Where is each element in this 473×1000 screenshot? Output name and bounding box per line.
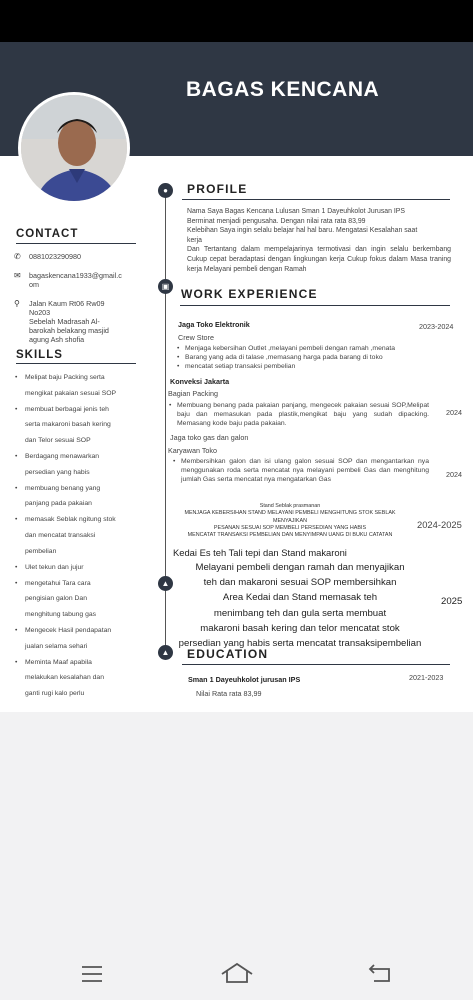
job1-date: 2023-2024 <box>419 322 454 331</box>
job1-points: • Menjaga kebersihan Outlet ,melayani pembeli dengan ramah ,menata • Barang yang ada di talase ,memasang harga pada barang di toko • mencatat setiap transaksi pembelian <box>176 344 436 372</box>
back-icon[interactable] <box>368 963 392 983</box>
education-date: 2021-2023 <box>409 673 444 682</box>
job5-title: Kedai Es teh Tali tepi dan Stand makaroni <box>173 547 347 558</box>
job1-role: Crew Store <box>178 333 214 342</box>
graduation-cap-icon: ▲ <box>158 576 173 591</box>
skill-item: • Melipat baju Packing serta mengikat pakaian sesuai SOP <box>14 370 136 401</box>
job5-text: Melayani pembeli dengan ramah dan menyajikan teh dan makaroni sesuai SOP membersihkan Area Kedai dan Stand memasak teh menimbang teh dan gula serta membuat makaroni basah kering dan telor mencatat stok persedian yang habis serta mencatat transaksipembelian <box>178 562 422 650</box>
profile-divider <box>182 199 450 200</box>
skills-divider <box>16 363 136 364</box>
job3-points: • Membersihkan galon dan isi ulang galon sesuai SOP dan mengantarkan nya menggunakan roda serta mencatat nya melayani pembeli Gas dan menghitung jumlah Gas serta mencatat nya mengatarkan Gas <box>172 457 429 485</box>
skill-item: • Mengecek Hasil pendapatan jualan selama sehari <box>14 623 136 654</box>
contact-email[interactable]: ✉ bagaskencana1933@gmail.c om <box>14 271 122 289</box>
skill-item: • mengetahui Tara cara pengisian galon Dan menghitung tabung gas <box>14 576 136 623</box>
contact-phone[interactable]: ✆ 0881023290980 <box>14 252 81 261</box>
mail-icon: ✉ <box>14 271 21 280</box>
skill-item: • membuang benang yang panjang pada pakaian <box>14 481 136 512</box>
briefcase-icon: ▣ <box>158 279 173 294</box>
contact-divider <box>16 243 136 244</box>
job3-role: Karyawan Toko <box>168 446 218 455</box>
skill-item: • membuat berbagai jenis teh serta makaroni basah kering dan Telor sesuai SOP <box>14 402 136 449</box>
job3-title: Jaga toko gas dan galon <box>170 433 249 442</box>
job4-text: Stand Seblak prasmanan MENJAGA KEBERSIHAN STAND MELAYANI PEMBELI MENGHITUNG STOK SEBLAK MENYAJIKAN PESANAN SESUAI SOP MEMBELI PERSEDIAN YANG HABIS MENCATAT TRANSAKSI PEMBELIAN DAN MENYIMPAN UANG DI BUKU CATATAN <box>184 503 396 539</box>
location-pin-icon: ⚲ <box>14 299 20 308</box>
system-nav-bar <box>0 948 473 1000</box>
menu-icon[interactable] <box>81 965 103 983</box>
education-heading: EDUCATION <box>187 647 269 661</box>
profile-heading: PROFILE <box>187 182 248 196</box>
job2-date: 2024 <box>446 408 462 417</box>
graduation-cap-icon: ▲ <box>158 645 173 660</box>
job2-title: Konveksi Jakarta <box>170 377 230 386</box>
status-bar <box>0 0 473 42</box>
job3-date: 2024 <box>446 470 462 479</box>
education-divider <box>182 664 450 665</box>
candidate-name: BAGAS KENCANA <box>186 78 380 101</box>
job4-date: 2024-2025 <box>417 519 462 530</box>
work-divider <box>180 305 450 306</box>
education-grade: Nilai Rata rata 83,99 <box>196 689 262 698</box>
job1-title: Jaga Toko Elektronik <box>178 320 250 329</box>
skill-item: • Ulet tekun dan jujur <box>14 560 136 576</box>
skill-item: • Meminta Maaf apabila melakukan kesalahan dan ganti rugi kalo perlu <box>14 655 136 702</box>
skills-list <box>14 370 136 702</box>
contact-address: ⚲ Jalan Kaum Rt06 Rw09 No203 Sebelah Madrasah Al- barokah belakang masjid agung Ash shofia <box>14 299 109 344</box>
skill-item: • memasak Seblak ngitung stok dan mencatat transaksi pembelian <box>14 512 136 559</box>
job2-role: Bagian Packing <box>168 389 218 398</box>
person-icon: ● <box>158 183 173 198</box>
contact-heading: CONTACT <box>16 228 79 240</box>
skills-heading: SKILLS <box>16 349 63 361</box>
profile-photo <box>18 92 130 204</box>
job2-points: • Membuang benang pada pakaian panjang, mengecek pakaian sesuai SOP,Melipat baju dan memasukan pada plastik,mengikat baju yang sudah dipacking. Memasang kode baju pada pakaian. <box>168 401 429 429</box>
skill-item: • Berdagang menawarkan persedian yang habis <box>14 449 136 480</box>
job5-date: 2025 <box>441 596 463 607</box>
home-icon[interactable] <box>220 962 254 984</box>
work-heading: WORK EXPERIENCE <box>181 287 318 301</box>
profile-text: Nama Saya Bagas Kencana Lulusan Sman 1 Dayeuhkolot Jurusan IPS Berminat menjadi pengusaha. Dengan nilai rata rata 83,99 Kelebihan Saya ingin selalu belajar hal hal baru. Mengatasi Kesalahan saat kerja Dan Tertantang dalam mempelajarinya termotivasi dan ingin selalu berkembang Cukup cepat beradaptasi dengan lingkungan kerja Cukup fokus dalam Masa traning kerja Melayani pembeli dengan Ramah <box>187 208 451 273</box>
education-school: Sman 1 Dayeuhkolot jurusan IPS <box>188 675 301 684</box>
phone-icon: ✆ <box>14 252 21 261</box>
